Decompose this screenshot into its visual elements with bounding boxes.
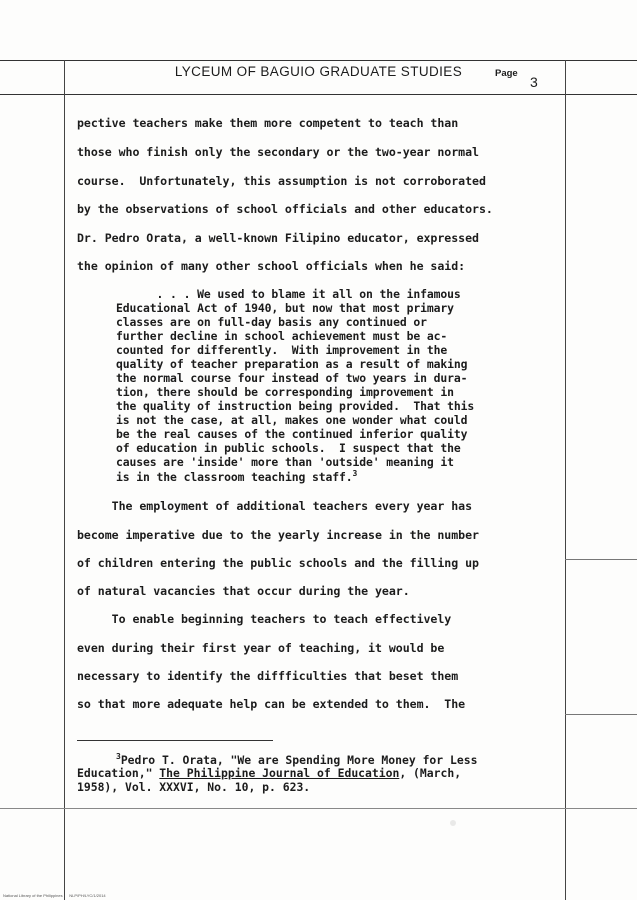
- top-rule: [0, 60, 637, 61]
- page-label: Page: [495, 68, 518, 79]
- quote-line: [116, 469, 357, 484]
- header-rule: [0, 94, 637, 95]
- quote-line: Educational Act of 1940, but now that most primary: [116, 301, 454, 315]
- quote-line: quality of teacher preparation as a result of making: [116, 357, 468, 371]
- body-line: pective teachers make them more competent to teach than: [77, 116, 459, 130]
- footnote-text: , (March,: [399, 766, 462, 780]
- right-margin-line: [565, 60, 566, 900]
- footnote-line: [77, 766, 461, 780]
- quote-line: . . . We used to blame it all on the infamous: [116, 287, 461, 301]
- body-line: of children entering the public schools and the filling up: [77, 556, 479, 570]
- body-line: those who finish only the secondary or the two-year normal: [77, 145, 479, 159]
- footnote-separator: [77, 740, 273, 741]
- quote-line: the quality of instruction being provided. That this: [116, 399, 475, 413]
- quote-line: classes are on full-day basis any continued or: [116, 315, 427, 329]
- quote-line: the normal course four instead of two years in dura-: [116, 371, 468, 385]
- quote-line: counted for differently. With improvement in the: [116, 343, 448, 357]
- body-line: so that more adequate help can be extended to them. The: [77, 697, 466, 711]
- footnote-line: 1958), Vol. XXXVI, No. 10, p. 623.: [77, 780, 311, 794]
- left-margin-line: [64, 60, 65, 900]
- footnote-ref: 3: [352, 469, 358, 478]
- body-line: necessary to identify the diffficulties that beset them: [77, 669, 459, 683]
- footnote-line: [116, 752, 477, 767]
- quote-line: causes are 'inside' more than 'outside' meaning it: [116, 455, 454, 469]
- paper-mark: [450, 820, 456, 826]
- body-line: by the observations of school officials and other educators.: [77, 202, 493, 216]
- body-line: even during their first year of teaching, it would be: [77, 641, 445, 655]
- body-line: course. Unfortunately, this assumption is not corroborated: [77, 174, 486, 188]
- body-line: become imperative due to the yearly increase in the number: [77, 528, 479, 542]
- right-tick-rule: [565, 559, 637, 560]
- body-line: of natural vacancies that occur during the year.: [77, 584, 410, 598]
- quote-line: of education in public schools. I suspect that the: [116, 441, 461, 455]
- bottom-rule: [0, 808, 637, 809]
- quote-line: be the real causes of the continued inferior quality: [116, 427, 468, 441]
- body-line: the opinion of many other school officials when he said:: [77, 259, 466, 273]
- quote-line: tion, there should be corresponding improvement in: [116, 385, 454, 399]
- footnote-number: 3: [116, 752, 121, 761]
- body-line: The employment of additional teachers every year has: [77, 499, 473, 513]
- footnote-text: Pedro T. Orata, "We are Spending More Money for Less: [120, 752, 478, 767]
- quote-line: is not the case, at all, makes one wonder what could: [116, 413, 468, 427]
- quote-line: further decline in school achievement must be ac-: [116, 329, 448, 343]
- library-stamp: National Library of the Philippines NLP/PH/LYC/1/2014: [3, 893, 106, 898]
- journal-title: The Philippine Journal of Education: [159, 766, 400, 780]
- quote-last-text: is in the classroom teaching staff.: [116, 469, 353, 484]
- body-line: Dr. Pedro Orata, a well-known Filipino educator, expressed: [77, 231, 479, 245]
- body-line: To enable beginning teachers to teach effectively: [77, 612, 452, 626]
- right-tick-rule-2: [565, 714, 637, 715]
- page-number: 3: [530, 74, 538, 90]
- page-title: LYCEUM OF BAGUIO GRADUATE STUDIES: [174, 64, 463, 79]
- footnote-text: Education,": [77, 766, 160, 780]
